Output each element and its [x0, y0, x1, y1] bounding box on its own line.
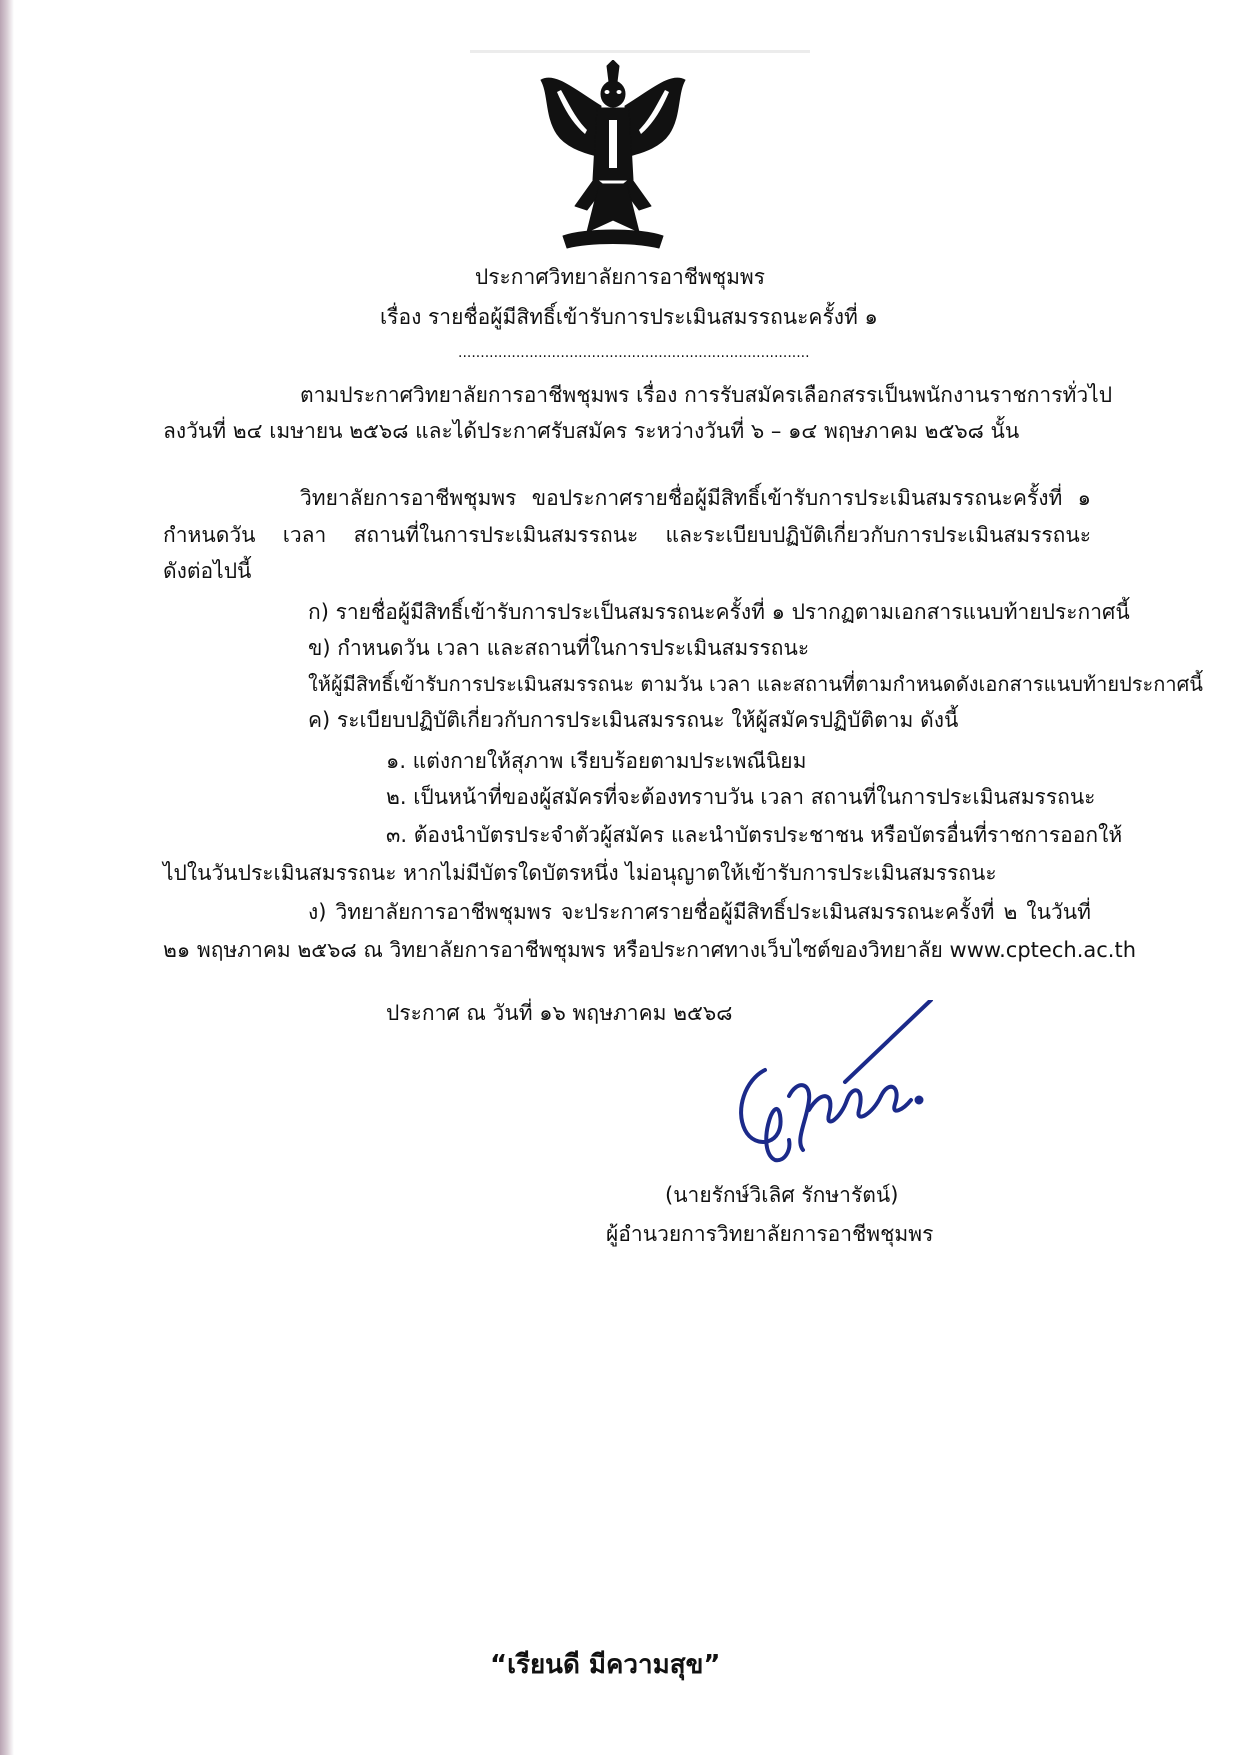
- item-c: ค) ระเบียบปฏิบัติเกี่ยวกับการประเมินสมรรถนะ ให้ผู้สมัครปฏิบัติตาม ดังนี้: [308, 708, 959, 732]
- bleed-through-mark: [470, 50, 810, 53]
- announcement-title: ประกาศวิทยาลัยการอาชีพชุมพร: [474, 265, 766, 289]
- rule-1: ๑. แต่งกายให้สุภาพ เรียบร้อยตามประเพณีนิยม: [386, 749, 807, 773]
- rule-2: ๒. เป็นหน้าที่ของผู้สมัครที่จะต้องทราบวัน เวลา สถานที่ในการประเมินสมรรถนะ: [386, 785, 1096, 809]
- item-d-line-1: ง) วิทยาลัยการอาชีพชุมพร จะประกาศรายชื่อผู้มีสิทธิ์ประเมินสมรรถนะครั้งที่ ๒ ในวันที่: [308, 900, 1091, 924]
- item-b: ข) กำหนดวัน เวลา และสถานที่ในการประเมินสมรรถนะ: [308, 636, 810, 660]
- scan-edge: [0, 0, 14, 1755]
- signatory-name: (นายรักษ์วิเลิศ รักษารัตน์): [665, 1183, 899, 1207]
- footer-motto: “เรียนดี มีความสุข”: [490, 1650, 721, 1680]
- paragraph-2-line-2: กำหนดวัน เวลา สถานที่ในการประเมินสมรรถนะ และระเบียบปฏิบัติเกี่ยวกับการประเมินสมรรถนะ: [163, 523, 1091, 547]
- rule-3-line-2: ไปในวันประเมินสมรรถนะ หากไม่มีบัตรใดบัตรหนึ่ง ไม่อนุญาตให้เข้ารับการประเมินสมรรถนะ: [163, 861, 997, 885]
- item-b-detail: ให้ผู้มีสิทธิ์เข้ารับการประเมินสมรรถนะ ตามวัน เวลา และสถานที่ตามกำหนดดังเอกสารแนบท้ายประกาศนี้: [308, 672, 1203, 696]
- paragraph-2-line-3: ดังต่อไปนี้: [163, 559, 252, 583]
- announce-date: ประกาศ ณ วันที่ ๑๖ พฤษภาคม ๒๕๖๘: [386, 1001, 733, 1025]
- title-divider: ...............................................................................: [458, 345, 810, 361]
- paragraph-1-line-2: ลงวันที่ ๒๔ เมษายน ๒๕๖๘ และได้ประกาศรับสมัคร ระหว่างวันที่ ๖ – ๑๔ พฤษภาคม ๒๕๖๘ นั้น: [163, 419, 1020, 443]
- item-a: ก) รายชื่อผู้มีสิทธิ์เข้ารับการประเป็นสมรรถนะครั้งที่ ๑ ปรากฏตามเอกสารแนบท้ายประกาศนี้: [308, 600, 1130, 624]
- signatory-position: ผู้อำนวยการวิทยาลัยการอาชีพชุมพร: [606, 1222, 934, 1246]
- garuda-emblem: [535, 60, 691, 250]
- paragraph-1-line-1: ตามประกาศวิทยาลัยการอาชีพชุมพร เรื่อง การรับสมัครเลือกสรรเป็นพนักงานราชการทั่วไป: [300, 383, 1113, 407]
- paragraph-2-line-1: วิทยาลัยการอาชีพชุมพร ขอประกาศรายชื่อผู้มีสิทธิ์เข้ารับการประเมินสมรรถนะครั้งที่ ๑: [300, 486, 1091, 510]
- item-d-line-2: ๒๑ พฤษภาคม ๒๕๖๘ ณ วิทยาลัยการอาชีพชุมพร หรือประกาศทางเว็บไซต์ของวิทยาลัย www.cptech.ac.th: [163, 938, 1137, 962]
- rule-3-line-1: ๓. ต้องนำบัตรประจำตัวผู้สมัคร และนำบัตรประชาชน หรือบัตรอื่นที่ราชการออกให้: [386, 823, 1123, 847]
- announcement-subject: เรื่อง รายชื่อผู้มีสิทธิ์เข้ารับการประเมินสมรรถนะครั้งที่ ๑: [380, 305, 878, 329]
- director-signature: [725, 1000, 955, 1180]
